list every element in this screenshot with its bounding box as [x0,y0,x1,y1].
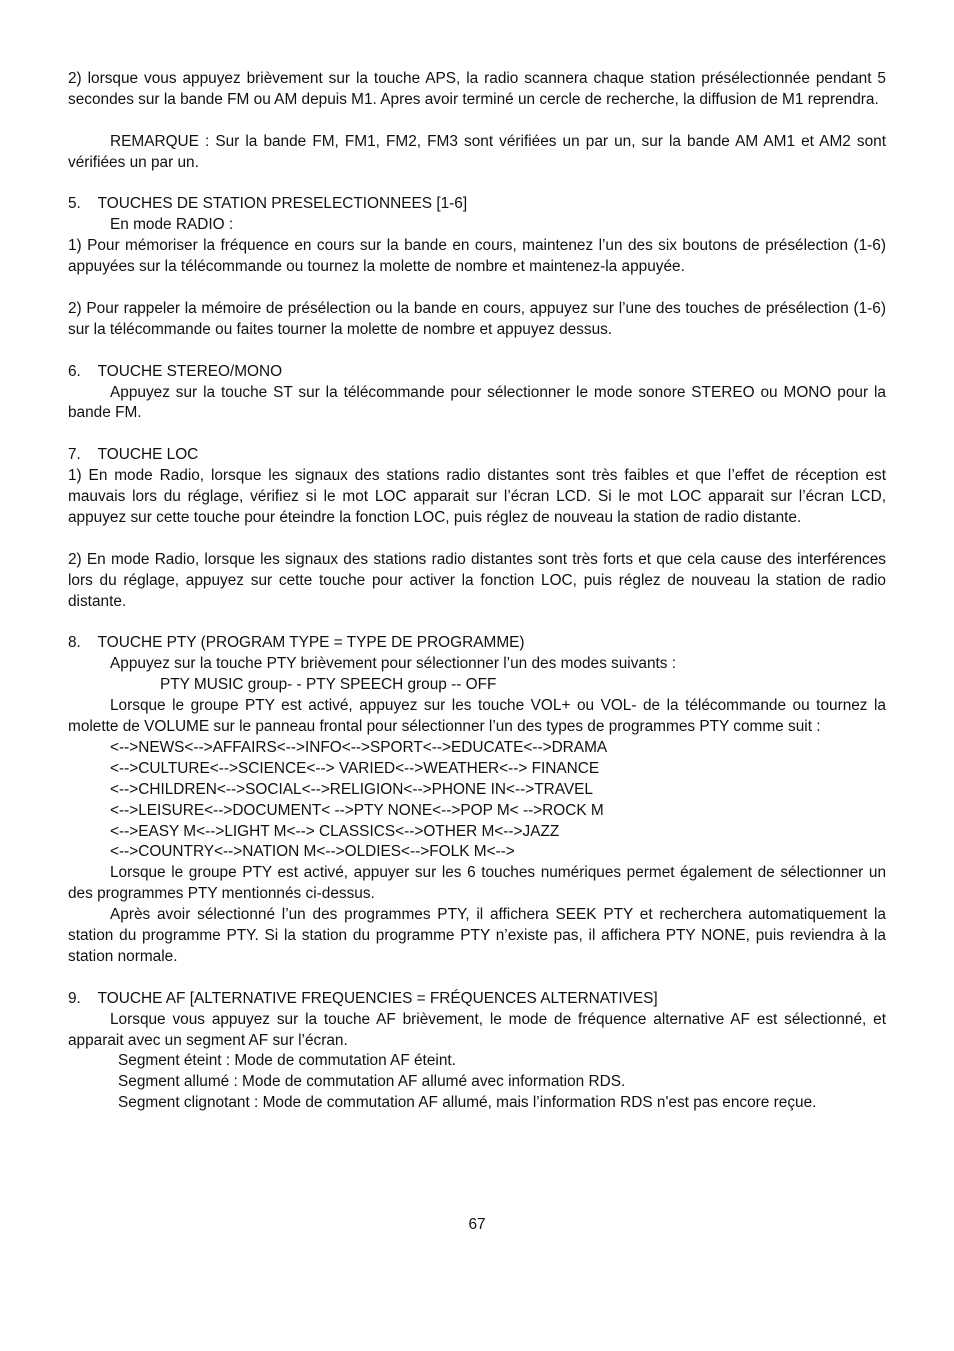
paragraph-spacer [68,968,886,989]
paragraph: Appuyez sur la touche PTY brièvement pour sélectionner l’un des modes suivants : [110,655,677,673]
paragraph: Lorsque le groupe PTY est activé, appuyer sur les 6 touches numériques permet également de sélectionner un des programmes PTY mentionnés ci-dessus. [68,864,886,903]
paragraph: <-->CHILDREN<-->SOCIAL<-->RELIGION<-->PHONE IN<-->TRAVEL [110,780,593,798]
paragraph-spacer [68,529,886,550]
paragraph-spacer [68,278,886,299]
paragraph: En mode RADIO : [110,216,234,234]
paragraph: 2) lorsque vous appuyez brièvement sur la touche APS, la radio scannera chaque station présélectionnée pendant 5 secondes sur la bande FM ou AM depuis M1. Apres avoir terminé un cercle de recherche, la diffusion de M1 reprendra. [68,70,886,108]
paragraph-spacer [68,341,886,362]
paragraph-spacer [68,174,886,195]
paragraph: PTY MUSIC group- - PTY SPEECH group -- OFF [160,676,497,694]
paragraph: <-->EASY M<-->LIGHT M<--> CLASSICS<-->OTHER M<-->JAZZ [110,822,560,840]
paragraph-spacer [68,111,886,132]
paragraph: 8. TOUCHE PTY (PROGRAM TYPE = TYPE DE PROGRAMME) [68,634,525,652]
paragraph: 1) Pour mémoriser la fréquence en cours sur la bande en cours, maintenez l’un des six boutons de présélection (1-6) appuyées sur la télécommande ou tournez la molette de nombre et maintenez-la appuyée. [68,237,886,276]
paragraph: Lorsque le groupe PTY est activé, appuyez sur les touche VOL+ ou VOL- de la télécommande ou tournez la molette de VOLUME sur le panneau frontal pour sélectionner l’un des types de programmes PTY comme suit : [68,697,886,735]
paragraph: <-->NEWS<-->AFFAIRS<-->INFO<-->SPORT<-->EDUCATE<-->DRAMA [110,738,608,756]
paragraph: Segment éteint : Mode de commutation AF éteint. [118,1052,456,1070]
paragraph: REMARQUE : Sur la bande FM, FM1, FM2, FM3 sont vérifiées un par un, sur la bande AM AM1 et AM2 sont vérifiées un par un. [68,132,886,171]
paragraph: Appuyez sur la touche ST sur la télécommande pour sélectionner le mode sonore STEREO ou MONO pour la bande FM. [68,383,886,422]
paragraph: <-->CULTURE<-->SCIENCE<--> VARIED<-->WEATHER<--> FINANCE [110,759,600,777]
paragraph: <-->LEISURE<-->DOCUMENT< -->PTY NONE<-->POP M< -->ROCK M [110,801,604,819]
paragraph: Après avoir sélectionné l’un des programmes PTY, il affichera SEEK PTY et recherchera automatiquement la station du programme PTY. Si la station du programme PTY n’existe pas, il affichera PTY NONE, puis reviendra à la station normale. [68,906,886,965]
paragraph: Lorsque vous appuyez sur la touche AF brièvement, le mode de fréquence alternative AF est sélectionné, et apparait avec un segment AF sur l’écran. [68,1010,886,1049]
paragraph: 6. TOUCHE STEREO/MONO [68,362,283,380]
paragraph: 5. TOUCHES DE STATION PRESELECTIONNEES [1-6] [68,195,468,213]
page-number: 67 [468,1216,486,1233]
paragraph: Segment clignotant : Mode de commutation AF allumé, mais l’information RDS n'est pas encore reçue. [118,1094,817,1112]
paragraph: 1) En mode Radio, lorsque les signaux des stations radio distantes sont très faibles et que l’effet de réception est mauvais lors du réglage, vérifiez si le mot LOC apparait sur l’écran LCD. Si le mot LOC apparait sur l’écran LCD, appuyez sur cette touche pour éteindre la fonction LOC, puis réglez de nouveau la station de radio distante. [68,467,886,526]
paragraph: Segment allumé : Mode de commutation AF allumé avec information RDS. [118,1073,626,1091]
paragraph-spacer [68,612,886,633]
paragraph-spacer [68,424,886,445]
paragraph: <-->COUNTRY<-->NATION M<-->OLDIES<-->FOLK M<--> [110,843,515,861]
paragraph: 9. TOUCHE AF [ALTERNATIVE FREQUENCIES = FRÉQUENCES ALTERNATIVES] [68,989,658,1007]
page-body [68,69,886,1114]
paragraph: 2) En mode Radio, lorsque les signaux des stations radio distantes sont très forts et que cela cause des interférences lors du réglage, appuyez sur cette touche pour activer la fonction LOC, puis réglez de nouveau la station de radio distante. [68,550,886,610]
paragraph: 2) Pour rappeler la mémoire de présélection ou la bande en cours, appuyez sur l’une des touches de présélection (1-6) sur la télécommande ou faites tourner la molette de nombre et appuyez dessus. [68,299,886,338]
paragraph: 7. TOUCHE LOC [68,446,199,464]
